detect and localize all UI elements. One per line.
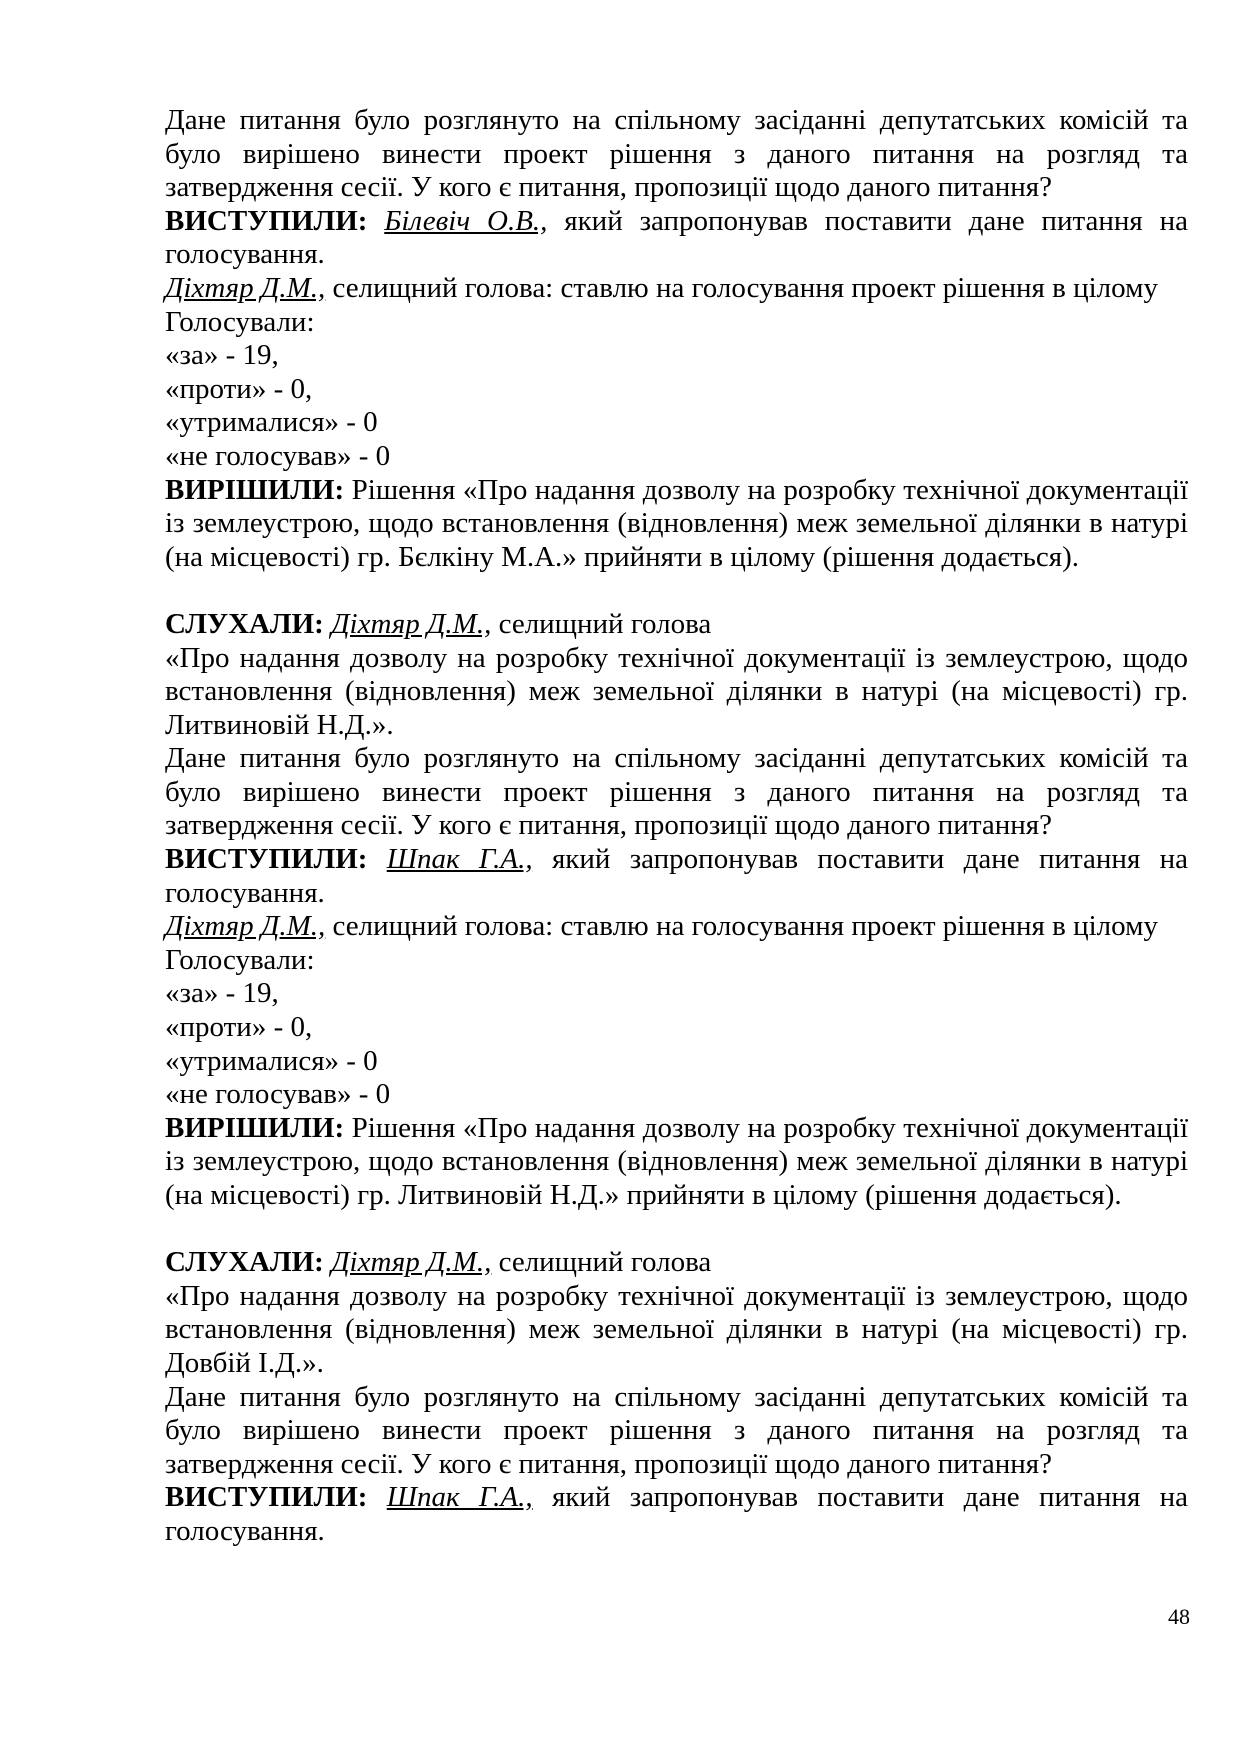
- decision-text: Рішення «Про надання дозволу на розробку технічної документації із землеустрою, щодо встановлення (відновлення) меж земельної ділянки в натурі (на місцевості) гр. Бєлкіну М.А.» прийняти в цілому (рішення додається).: [165, 473, 1188, 573]
- paragraph-gap: [165, 1213, 1188, 1247]
- spoke-label: ВИСТУПИЛИ:: [165, 1481, 368, 1514]
- chair-paragraph: [165, 272, 1188, 306]
- heard-paragraph: [165, 608, 1188, 642]
- vote-header: Голосували:: [165, 305, 315, 338]
- heard-text: селищний голова: [491, 1246, 712, 1279]
- speakers-paragraph: [165, 843, 1188, 910]
- chair-text: селищний голова: ставлю на голосування проект рішення в цілому: [325, 910, 1158, 943]
- spoke-label: ВИСТУПИЛИ:: [165, 843, 368, 876]
- intro-paragraph: Дане питання було розглянуто на спільному засіданні депутатських комісій та було вирішено винести проект рішення з даного питання на розгляд та затвердження сесії. У кого є питання, пропозиції щодо даного питання?: [165, 1380, 1188, 1480]
- decision-paragraph: [165, 1112, 1188, 1213]
- chair-name: Діхтяр Д.М.,: [165, 910, 326, 943]
- vote-not-voted: «не голосував» - 0: [165, 439, 391, 472]
- speakers-paragraph: [165, 205, 1188, 272]
- paragraph-gap: [165, 574, 1188, 608]
- chair-paragraph: [165, 910, 1188, 944]
- vote-for: «за» - 19,: [165, 339, 279, 372]
- heard-name: Діхтяр Д.М.,: [331, 607, 492, 640]
- speaker-name: Шпак Г.А.,: [386, 1481, 533, 1514]
- decision-text: Рішення «Про надання дозволу на розробку технічної документації із землеустрою, щодо встановлення (відновлення) меж земельної ділянки в натурі (на місцевості) гр. Литвиновій Н.Д.» прийняти в цілому (рішення додається).: [165, 1111, 1188, 1211]
- document-body: [165, 104, 1188, 1549]
- speaker-name: Білевіч О.В.,: [384, 204, 548, 237]
- vote-header: Голосували:: [165, 943, 315, 976]
- spoke-label: ВИСТУПИЛИ:: [165, 204, 368, 237]
- speaker-name: Шпак Г.А.,: [386, 843, 533, 876]
- decided-label: ВИРІШИЛИ:: [165, 1111, 345, 1144]
- heard-paragraph: [165, 1246, 1188, 1280]
- heard-label: СЛУХАЛИ:: [165, 607, 324, 640]
- topic-paragraph: «Про надання дозволу на розробку технічної документації із землеустрою, щодо встановлення (відновлення) меж земельної ділянки в натурі (на місцевості) гр. Довбій І.Д.».: [165, 1279, 1188, 1379]
- vote-not-voted: «не голосував» - 0: [165, 1078, 391, 1111]
- vote-abstained: «утрималися» - 0: [165, 1044, 378, 1077]
- decided-label: ВИРІШИЛИ:: [165, 473, 345, 506]
- heard-text: селищний голова: [491, 607, 712, 640]
- vote-abstained: «утрималися» - 0: [165, 406, 378, 439]
- topic-paragraph: «Про надання дозволу на розробку технічної документації із землеустрою, щодо встановлення (відновлення) меж земельної ділянки в натурі (на місцевості) гр. Литвиновій Н.Д.».: [165, 641, 1188, 741]
- heard-label: СЛУХАЛИ:: [165, 1246, 324, 1279]
- speaker-text: який запропонував поставити дане питання на голосування.: [165, 204, 1188, 271]
- chair-name: Діхтяр Д.М.,: [165, 271, 326, 304]
- speaker-text: який запропонував поставити дане питання на голосування.: [165, 843, 1188, 909]
- decision-paragraph: [165, 474, 1188, 575]
- intro-paragraph: Дане питання було розглянуто на спільному засіданні депутатських комісій та було вирішено винести проект рішення з даного питання на розгляд та затвердження сесії. У кого є питання, пропозиції щодо даного питання?: [165, 742, 1188, 842]
- chair-text: селищний голова: ставлю на голосування проект рішення в цілому: [325, 271, 1158, 304]
- speakers-paragraph: [165, 1481, 1188, 1548]
- vote-against: «проти» - 0,: [165, 1011, 313, 1044]
- heard-name: Діхтяр Д.М.,: [331, 1246, 492, 1279]
- vote-for: «за» - 19,: [165, 977, 279, 1010]
- intro-paragraph: Дане питання було розглянуто на спільному засіданні депутатських комісій та було вирішено винести проект рішення з даного питання на розгляд та затвердження сесії. У кого є питання, пропозиції щодо даного питання?: [165, 104, 1188, 204]
- page-number: 48: [1168, 1604, 1190, 1629]
- speaker-text: який запропонував поставити дане питання на голосування.: [165, 1481, 1188, 1547]
- vote-against: «проти» - 0,: [165, 372, 313, 405]
